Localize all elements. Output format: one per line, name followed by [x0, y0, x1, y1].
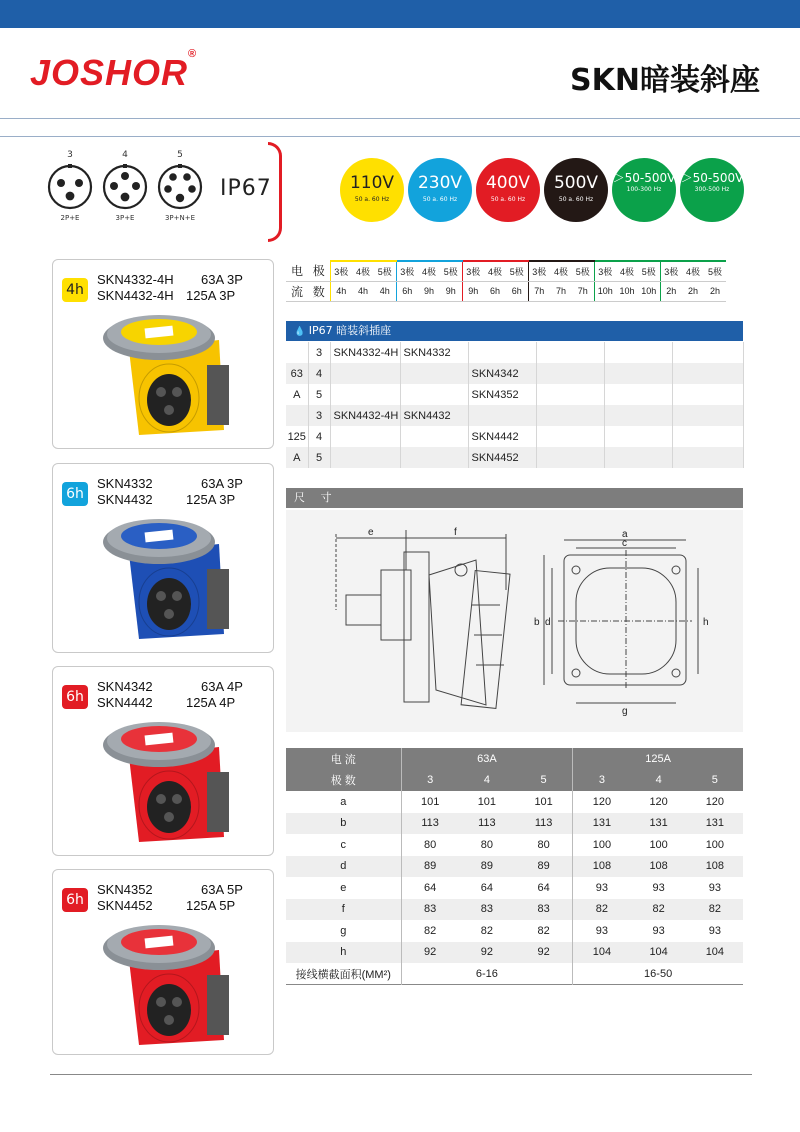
- pole-count: 3极: [330, 261, 352, 281]
- voltage-circle: [680, 158, 744, 222]
- duration-hours: 10h: [638, 281, 660, 301]
- voltage-frequency: 50 a. 60 Hz: [354, 196, 390, 203]
- pole-count: 4极: [616, 261, 638, 281]
- table-header-row: [286, 748, 743, 770]
- model-cell: SKN4352: [468, 384, 536, 405]
- duration-hours: 9h: [440, 281, 462, 301]
- amperage-cell: 63: [286, 363, 308, 384]
- amperage-cell: 125: [286, 426, 308, 447]
- dimension-value: 100: [705, 838, 725, 851]
- empty-cell: [604, 405, 672, 426]
- page-title: SKN暗装斜座: [570, 63, 760, 98]
- dimension-value: 92: [459, 942, 515, 964]
- ip-rating-label: IP67: [220, 176, 272, 201]
- dim-label-b: b: [534, 617, 540, 628]
- dimension-value: 83: [459, 899, 515, 921]
- table-row: [286, 791, 743, 813]
- duration-hours: 7h: [550, 281, 572, 301]
- dimension-value: 83: [515, 899, 573, 921]
- pin-diagram-4: 4 3P+E: [95, 150, 155, 222]
- dimension-value: 120: [649, 795, 668, 808]
- spec-table: [286, 748, 743, 985]
- top-color-bar: [0, 0, 800, 28]
- pole-cell: 4: [308, 363, 330, 384]
- table-row: [286, 963, 743, 985]
- dimension-value: 93: [573, 877, 631, 899]
- dim-label-a: a: [622, 529, 628, 540]
- model-cell: SKN4432: [400, 405, 468, 426]
- empty-cell: [604, 342, 672, 363]
- empty-cell: [536, 342, 604, 363]
- model-spec: 63A 4P: [201, 679, 243, 694]
- duration-hours: 4h: [330, 281, 352, 301]
- dimension-value: 120: [705, 795, 725, 808]
- dimension-value: 82: [537, 924, 550, 937]
- product-card: [52, 869, 274, 1055]
- dimension-value: 80: [480, 838, 493, 851]
- dimension-value: 89: [401, 856, 459, 878]
- table-row: [286, 877, 743, 899]
- dimension-drawing: [286, 510, 743, 732]
- voltage-value: ＞50-500V: [680, 171, 744, 185]
- pole-cell: 5: [308, 384, 330, 405]
- dimension-value: 89: [515, 856, 573, 878]
- pole-count: 3极: [660, 261, 682, 281]
- footer-divider: [50, 1074, 752, 1075]
- dim-label-h: h: [703, 617, 709, 628]
- duration-hours: 9h: [462, 281, 484, 301]
- duration-hours: 6h: [484, 281, 506, 301]
- brand-logo: JOSHOR®: [30, 48, 198, 93]
- voltage-value: 400V: [485, 173, 531, 193]
- dimension-label: h: [286, 942, 401, 964]
- header-divider-2: [0, 136, 800, 137]
- table-row: [286, 834, 743, 856]
- table-header-row: [286, 770, 743, 792]
- socket-product-icon: [89, 920, 249, 1050]
- dimension-value: 104: [631, 942, 687, 964]
- dimension-label: c: [340, 838, 346, 851]
- duration-hours: 9h: [418, 281, 440, 301]
- dimension-value: 64: [480, 881, 493, 894]
- duration-hours: 6h: [396, 281, 418, 301]
- pole-cell: 5: [308, 447, 330, 468]
- header-pole: 5: [687, 770, 743, 792]
- voltage-frequency: 100-300 Hz: [626, 186, 662, 193]
- dimension-value: 100: [649, 838, 668, 851]
- dim-label-e: e: [368, 527, 374, 538]
- table-row: [286, 384, 743, 405]
- pole-table-label: 极: [308, 261, 330, 281]
- pole-count: 5极: [572, 261, 594, 281]
- header-amp-group: 125A: [573, 748, 743, 770]
- cross-section-label: 接线横截面积(MM²): [295, 968, 391, 981]
- dimension-value: 80: [537, 838, 550, 851]
- dim-label-d: d: [545, 617, 551, 628]
- pole-cell: 3: [308, 342, 330, 363]
- model-spec: 63A 5P: [201, 882, 243, 897]
- pole-count: 5极: [374, 261, 396, 281]
- table-row: [286, 426, 743, 447]
- dimension-value: 108: [573, 856, 631, 878]
- dimension-header: 尺 寸: [286, 488, 743, 508]
- header-pole: 3: [401, 770, 459, 792]
- model-cell: SKN4332: [400, 342, 468, 363]
- voltage-value: 110V: [349, 173, 395, 193]
- table-row: [286, 342, 743, 363]
- voltage-circle: [476, 158, 540, 222]
- dimension-value: 93: [708, 881, 721, 894]
- amperage-cell: [286, 405, 308, 426]
- pole-count: 5极: [638, 261, 660, 281]
- table-row: [286, 405, 743, 426]
- dimension-value: 131: [573, 813, 631, 835]
- dimension-value: 82: [687, 899, 743, 921]
- header-pole: 3: [573, 770, 631, 792]
- duration-hours: 2h: [704, 281, 726, 301]
- dimension-label: b: [286, 813, 401, 835]
- pole-count: 5极: [506, 261, 528, 281]
- dimension-value: 93: [652, 924, 665, 937]
- amperage-cell: A: [286, 384, 308, 405]
- model-spec: 125A 5P: [186, 898, 236, 913]
- table-row: [286, 942, 743, 964]
- duration-hours: 10h: [594, 281, 616, 301]
- voltage-value: 500V: [553, 173, 599, 193]
- pole-count: 3极: [462, 261, 484, 281]
- empty-cell: [604, 447, 672, 468]
- model-cell: [400, 447, 468, 468]
- table-row: [286, 899, 743, 921]
- model-number: SKN4452: [97, 898, 153, 913]
- product-card: [52, 463, 274, 653]
- dimension-value: 100: [573, 834, 631, 856]
- model-spec: 125A 3P: [186, 492, 236, 507]
- pole-count: 4极: [352, 261, 374, 281]
- model-table: [286, 342, 744, 468]
- model-spec: 125A 3P: [186, 288, 236, 303]
- duration-hours: 2h: [660, 281, 682, 301]
- empty-cell: [604, 426, 672, 447]
- pole-count: 3极: [594, 261, 616, 281]
- dimension-value: 108: [687, 856, 743, 878]
- empty-cell: [536, 384, 604, 405]
- pole-count: 4极: [550, 261, 572, 281]
- duration-hours: 6h: [506, 281, 528, 301]
- pole-count: 5极: [704, 261, 726, 281]
- voltage-frequency: 50 a. 60 Hz: [490, 196, 526, 203]
- dimension-value: 82: [573, 899, 631, 921]
- table-row: [286, 856, 743, 878]
- header-pole: 5: [515, 770, 573, 792]
- model-spec: 63A 3P: [201, 476, 243, 491]
- pole-count: 4极: [418, 261, 440, 281]
- model-cell: [468, 405, 536, 426]
- model-number: SKN4352: [97, 882, 153, 897]
- product-card: [52, 666, 274, 856]
- dim-label-c: c: [622, 538, 627, 549]
- dimension-value: 113: [515, 813, 573, 835]
- dimension-value: 82: [480, 924, 493, 937]
- pin-3-icon: [47, 164, 93, 210]
- empty-cell: [672, 363, 743, 384]
- socket-product-icon: [89, 514, 249, 644]
- header-amp-group: 63A: [401, 748, 573, 770]
- voltage-frequency: 50 a. 60 Hz: [558, 196, 594, 203]
- voltage-value: ＞50-500V: [612, 171, 676, 185]
- model-cell: [400, 384, 468, 405]
- pole-count: 4极: [682, 261, 704, 281]
- pole-hours-table: [286, 260, 726, 302]
- dimension-value: 131: [687, 813, 743, 835]
- dimension-label: a: [340, 795, 347, 808]
- amperage-cell: [286, 342, 308, 363]
- duration-hours: 7h: [528, 281, 550, 301]
- dimension-value: 92: [401, 942, 459, 964]
- pole-count: 5极: [440, 261, 462, 281]
- empty-cell: [536, 405, 604, 426]
- voltage-value: 230V: [417, 173, 463, 193]
- dimension-value: 113: [459, 813, 515, 835]
- dimension-label: g: [340, 924, 347, 937]
- table-row: [286, 447, 743, 468]
- pin-diagram-5: 5 3P+N+E: [150, 150, 210, 222]
- socket-product-icon: [89, 717, 249, 847]
- dimension-label: d: [286, 856, 401, 878]
- header-poles: 极 数: [286, 770, 401, 792]
- model-cell: SKN4342: [468, 363, 536, 384]
- dimension-value: 120: [573, 791, 631, 813]
- dim-label-g: g: [622, 706, 628, 717]
- model-number: SKN4432: [97, 492, 153, 507]
- amperage-cell: A: [286, 447, 308, 468]
- dimension-value: 93: [573, 920, 631, 942]
- empty-cell: [672, 405, 743, 426]
- model-cell: [400, 426, 468, 447]
- dimension-value: 82: [631, 899, 687, 921]
- dimension-value: 108: [631, 856, 687, 878]
- dimension-value: 104: [573, 942, 631, 964]
- dimension-value: 93: [652, 881, 665, 894]
- dimension-value: 89: [459, 856, 515, 878]
- model-cell: [330, 363, 400, 384]
- model-cell: [330, 447, 400, 468]
- header-current: 电 流: [286, 748, 401, 770]
- duration-hours: 2h: [682, 281, 704, 301]
- pole-table-label: 数: [308, 281, 330, 301]
- dim-label-f: f: [454, 527, 457, 538]
- duration-badge: 6h: [62, 888, 88, 912]
- pole-count: 4极: [484, 261, 506, 281]
- model-cell: [400, 363, 468, 384]
- dimension-value: 131: [631, 813, 687, 835]
- pin-4-icon: [102, 164, 148, 210]
- model-cell: SKN4442: [468, 426, 536, 447]
- empty-cell: [536, 447, 604, 468]
- empty-cell: [536, 426, 604, 447]
- water-drop-icon: 💧: [294, 327, 306, 337]
- duration-badge: 6h: [62, 482, 88, 506]
- dimension-value: 82: [401, 920, 459, 942]
- duration-hours: 4h: [374, 281, 396, 301]
- model-cell: SKN4432-4H: [330, 405, 400, 426]
- dimension-value: 101: [534, 795, 553, 808]
- dimension-value: 83: [401, 899, 459, 921]
- duration-hours: 4h: [352, 281, 374, 301]
- empty-cell: [672, 447, 743, 468]
- empty-cell: [536, 363, 604, 384]
- product-card: [52, 259, 274, 449]
- dimension-value: 101: [401, 791, 459, 813]
- dimension-value: 64: [401, 877, 459, 899]
- duration-hours: 10h: [616, 281, 638, 301]
- voltage-circle: [612, 158, 676, 222]
- model-cell: [330, 384, 400, 405]
- dimension-drawing-area: [286, 510, 743, 732]
- model-number: SKN4342: [97, 679, 153, 694]
- pole-count: 3极: [396, 261, 418, 281]
- voltage-circle: [340, 158, 404, 222]
- dimension-label: f: [286, 899, 401, 921]
- model-cell: SKN4452: [468, 447, 536, 468]
- pin-diagram-3: 3 2P+E: [40, 150, 100, 222]
- voltage-frequency: 50 a. 60 Hz: [422, 196, 458, 203]
- voltage-circle: [544, 158, 608, 222]
- model-number: SKN4442: [97, 695, 153, 710]
- table-row: [286, 363, 743, 384]
- empty-cell: [672, 426, 743, 447]
- header-divider: [0, 118, 800, 119]
- header-pole: 4: [459, 770, 515, 792]
- model-number: SKN4332-4H: [97, 272, 174, 287]
- header-pole: 4: [631, 770, 687, 792]
- red-bracket-divider: [268, 142, 282, 242]
- table-row: [286, 813, 743, 835]
- model-number: SKN4332: [97, 476, 153, 491]
- pole-table-label: 流: [286, 281, 308, 301]
- model-table-header: 💧 IP67 暗装斜插座: [286, 321, 743, 341]
- empty-cell: [604, 363, 672, 384]
- model-cell: [468, 342, 536, 363]
- model-cell: SKN4332-4H: [330, 342, 400, 363]
- dimension-value: 113: [401, 813, 459, 835]
- model-number: SKN4432-4H: [97, 288, 174, 303]
- model-spec: 63A 3P: [201, 272, 243, 287]
- pole-cell: 3: [308, 405, 330, 426]
- duration-badge: 6h: [62, 685, 88, 709]
- empty-cell: [672, 384, 743, 405]
- voltage-circle: [408, 158, 472, 222]
- pole-count: 3极: [528, 261, 550, 281]
- cross-section-value: 16-50: [573, 963, 743, 985]
- table-row: [286, 920, 743, 942]
- empty-cell: [672, 342, 743, 363]
- voltage-frequency: 300-500 Hz: [694, 186, 730, 193]
- dimension-value: 101: [477, 795, 497, 808]
- dimension-label: e: [340, 881, 347, 894]
- duration-hours: 7h: [572, 281, 594, 301]
- socket-product-icon: [89, 310, 249, 440]
- dimension-value: 64: [537, 881, 550, 894]
- empty-cell: [604, 384, 672, 405]
- pole-table-label: 电: [286, 261, 308, 281]
- model-cell: [330, 426, 400, 447]
- cross-section-value: 6-16: [401, 963, 573, 985]
- dimension-value: 104: [687, 942, 743, 964]
- pole-cell: 4: [308, 426, 330, 447]
- dimension-value: 80: [401, 834, 459, 856]
- duration-badge: 4h: [62, 278, 88, 302]
- model-spec: 125A 4P: [186, 695, 236, 710]
- dimension-value: 93: [708, 924, 721, 937]
- dimension-value: 92: [515, 942, 573, 964]
- pin-5-icon: [157, 164, 203, 210]
